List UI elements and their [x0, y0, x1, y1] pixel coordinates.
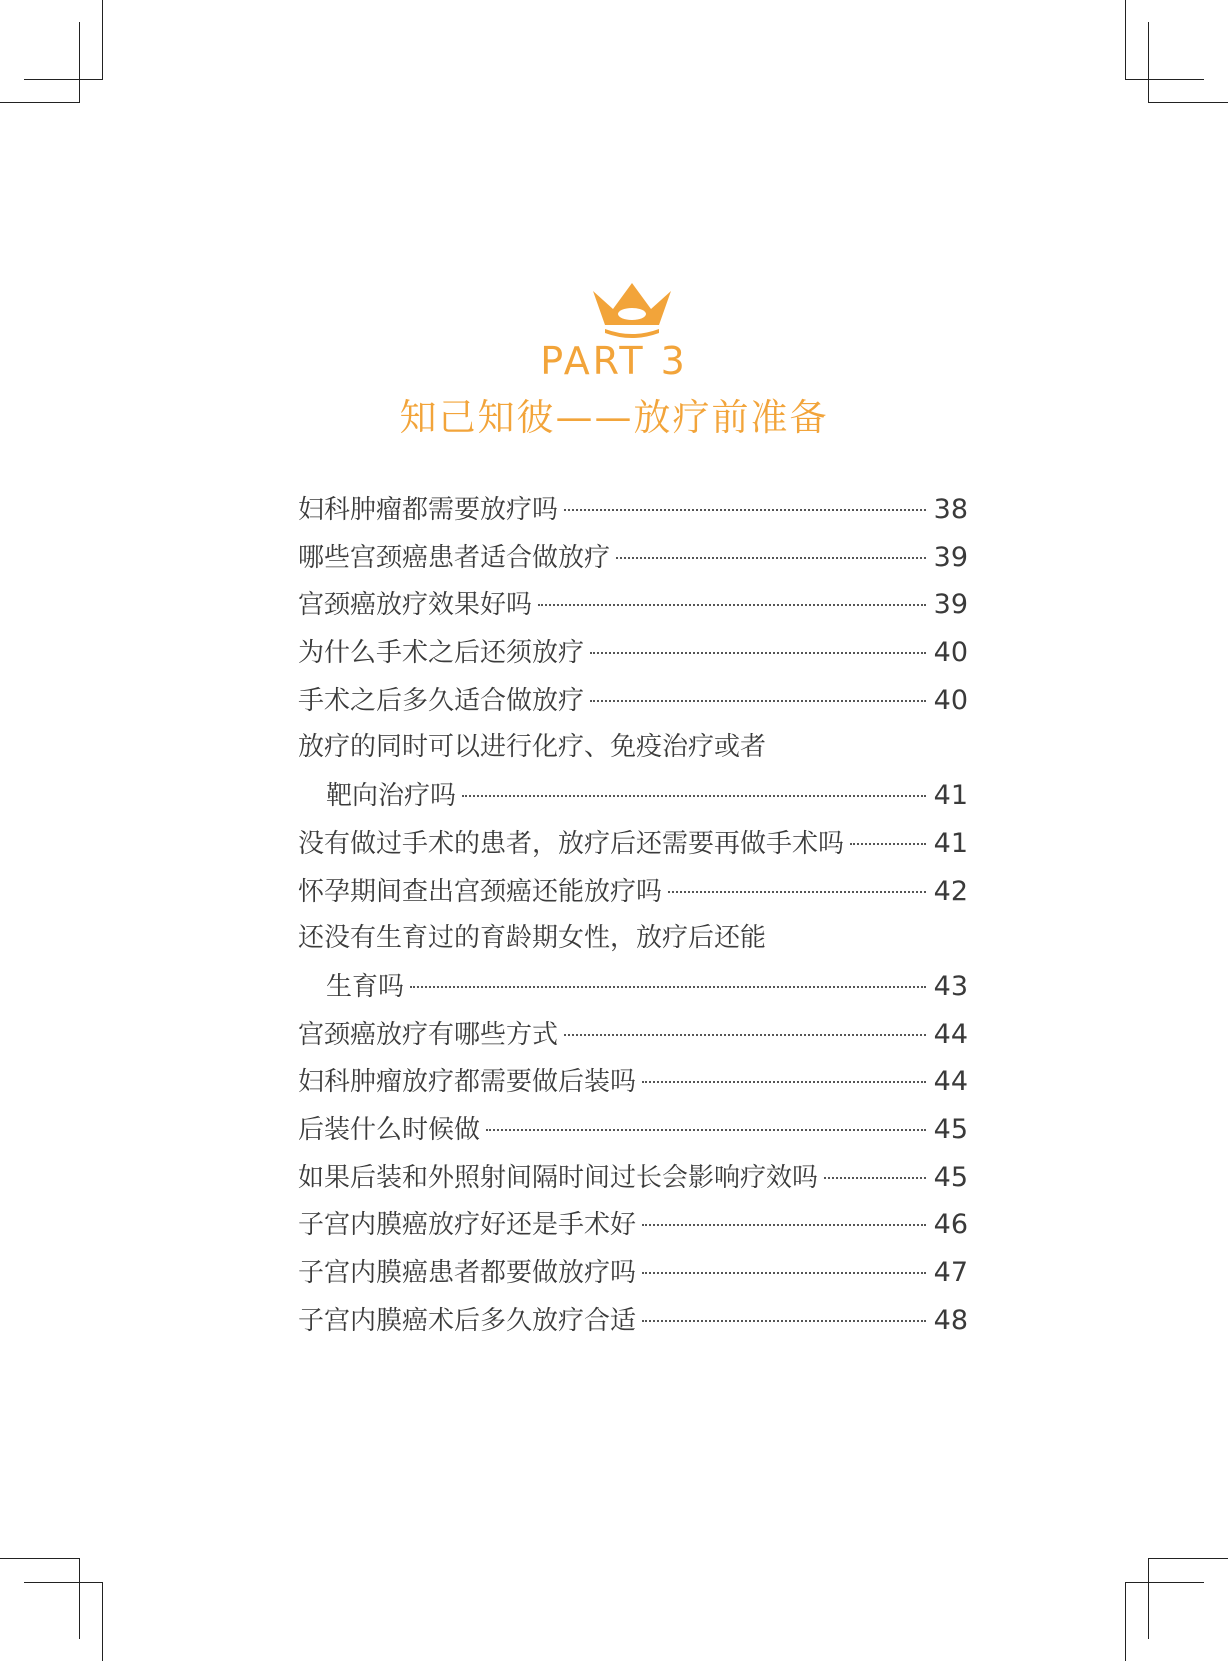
toc-page-number: 40 — [933, 684, 968, 716]
crop-mark-top-right-v1 — [1148, 22, 1149, 103]
toc-entry-title: 生育吗 — [326, 971, 405, 1002]
toc-page-number: 45 — [933, 1113, 968, 1145]
toc-entry-title: 宫颈癌放疗效果好吗 — [298, 590, 533, 621]
crop-mark-bottom-right-v1 — [1148, 1558, 1149, 1639]
toc-dot-leader — [486, 1129, 926, 1131]
toc-entry-title: 还没有生育过的育龄期女性，放疗后还能 — [298, 923, 767, 954]
toc-dot-leader — [642, 1272, 926, 1274]
crown-icon — [591, 283, 673, 341]
crop-mark-top-right-h2 — [1125, 79, 1204, 80]
toc-entry[interactable] — [298, 677, 968, 725]
toc-entry[interactable] — [298, 1201, 968, 1249]
toc-entry-title: 放疗的同时可以进行化疗、免疫治疗或者 — [298, 732, 767, 763]
toc-page-number: 41 — [933, 780, 968, 812]
toc-entry[interactable] — [298, 1154, 968, 1202]
crop-mark-bottom-left-h2 — [24, 1582, 103, 1583]
toc-entry[interactable] — [298, 820, 968, 868]
toc-dot-leader — [642, 1320, 926, 1322]
crop-mark-bottom-right-v2 — [1125, 1582, 1126, 1661]
toc-dot-leader — [642, 1081, 926, 1083]
toc-dot-leader — [850, 843, 926, 845]
toc-entry-title: 哪些宫颈癌患者适合做放疗 — [298, 542, 611, 573]
toc-entry-title: 宫颈癌放疗有哪些方式 — [298, 1019, 559, 1050]
toc-entry[interactable] — [298, 724, 968, 772]
toc-page-number: 40 — [933, 637, 968, 669]
toc-entry[interactable] — [298, 772, 968, 820]
toc-entry[interactable] — [298, 486, 968, 534]
crop-mark-top-left-h2 — [24, 79, 103, 80]
toc-entry-title: 没有做过手术的患者，放疗后还需要再做手术吗 — [298, 828, 845, 859]
part-label: PART 3 — [540, 339, 688, 383]
toc-dot-leader — [616, 557, 926, 559]
crop-mark-bottom-right-h1 — [1148, 1558, 1228, 1559]
toc-page-number: 45 — [933, 1161, 968, 1193]
crop-mark-bottom-right-h2 — [1125, 1582, 1204, 1583]
crop-mark-bottom-left-v1 — [79, 1558, 80, 1639]
crop-mark-top-right-h1 — [1148, 102, 1228, 103]
toc-entry-title: 靶向治疗吗 — [326, 781, 457, 812]
toc-page-number: 48 — [933, 1304, 968, 1336]
toc-page-number: 38 — [933, 494, 968, 525]
crop-mark-bottom-left-h1 — [0, 1558, 80, 1559]
toc-entry[interactable] — [298, 581, 968, 629]
toc-dot-leader — [564, 1034, 926, 1036]
toc-entry-title: 后装什么时候做 — [298, 1114, 481, 1145]
toc-entry-title: 如果后装和外照射间隔时间过长会影响疗效吗 — [298, 1162, 819, 1193]
toc-dot-leader — [564, 509, 926, 511]
toc-dot-leader — [590, 700, 926, 702]
toc-entry-title: 子宫内膜癌术后多久放疗合适 — [298, 1305, 637, 1336]
toc-entry[interactable] — [298, 534, 968, 582]
toc-page-number: 42 — [933, 875, 968, 907]
toc-entry[interactable] — [298, 1106, 968, 1154]
toc-dot-leader — [590, 652, 926, 654]
toc-entry[interactable] — [298, 1058, 968, 1106]
crop-mark-top-left-v2 — [102, 0, 103, 80]
toc-entry-title: 妇科肿瘤放疗都需要做后装吗 — [298, 1067, 637, 1098]
crop-mark-top-left-h1 — [0, 102, 80, 103]
toc-entry-title: 为什么手术之后还须放疗 — [298, 638, 585, 669]
toc-entry[interactable] — [298, 963, 968, 1011]
toc-entry-title: 子宫内膜癌放疗好还是手术好 — [298, 1210, 637, 1241]
toc-entry[interactable] — [298, 629, 968, 677]
section-title: 知己知彼——放疗前准备 — [399, 396, 829, 439]
crop-mark-top-left-v1 — [79, 22, 80, 103]
toc-entry-title: 妇科肿瘤都需要放疗吗 — [298, 495, 559, 525]
crop-mark-bottom-left-v2 — [102, 1582, 103, 1661]
toc-page-number: 47 — [933, 1257, 968, 1288]
toc-page-number: 39 — [933, 589, 968, 621]
toc-page-number: 41 — [933, 827, 968, 859]
toc-entry-title: 手术之后多久适合做放疗 — [298, 685, 585, 716]
toc-dot-leader — [668, 891, 926, 893]
toc-entry-title: 怀孕期间查出宫颈癌还能放疗吗 — [298, 876, 663, 907]
toc-entry[interactable] — [298, 1011, 968, 1059]
toc-page-number: 46 — [933, 1209, 968, 1241]
toc-page-number: 43 — [933, 970, 968, 1002]
table-of-contents — [298, 486, 968, 1344]
crop-mark-top-right-v2 — [1125, 0, 1126, 80]
toc-page-number: 44 — [933, 1018, 968, 1050]
toc-page-number: 44 — [933, 1066, 968, 1098]
toc-dot-leader — [642, 1224, 926, 1226]
toc-dot-leader — [538, 604, 926, 606]
toc-page-number: 39 — [933, 541, 968, 573]
toc-entry[interactable] — [298, 1297, 968, 1345]
toc-entry[interactable] — [298, 868, 968, 916]
toc-entry[interactable] — [298, 915, 968, 963]
toc-dot-leader — [824, 1177, 926, 1179]
toc-dot-leader — [462, 795, 926, 797]
toc-entry-title: 子宫内膜癌患者都要做放疗吗 — [298, 1258, 637, 1288]
toc-dot-leader — [410, 986, 926, 988]
toc-entry[interactable] — [298, 1249, 968, 1297]
